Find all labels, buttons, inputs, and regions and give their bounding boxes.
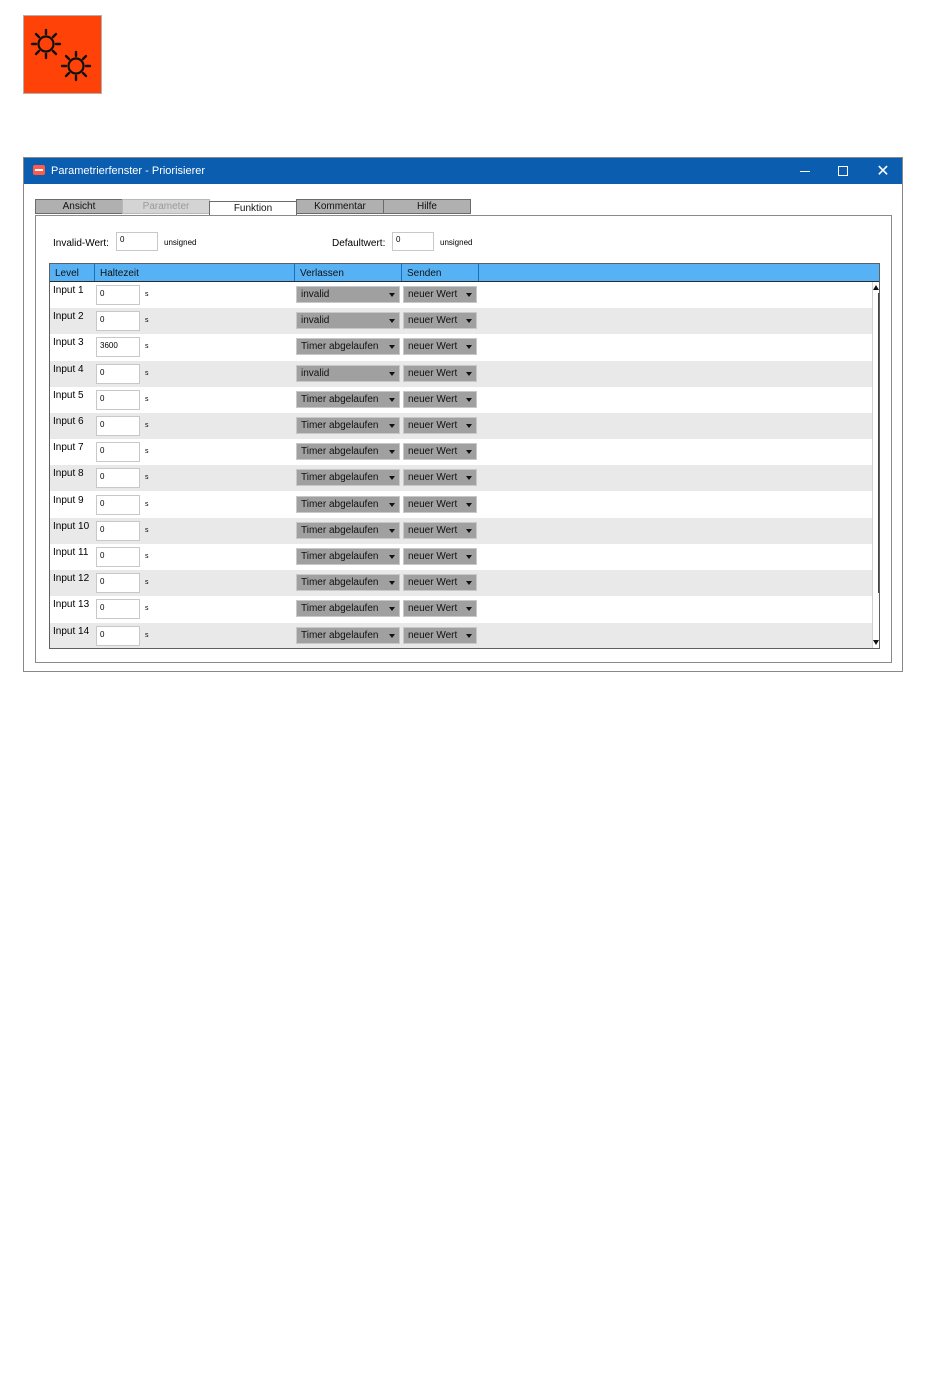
function-panel — [35, 215, 892, 663]
table-row — [50, 623, 872, 649]
senden-select[interactable] — [403, 496, 477, 513]
parameter-window — [23, 157, 903, 672]
hold-time-unit: s — [145, 579, 149, 587]
senden-value: neuer Wert — [408, 446, 458, 458]
table-row — [50, 518, 872, 544]
row-level-label: Input 3 — [53, 337, 84, 349]
dropdown-arrow-icon — [389, 476, 395, 480]
scroll-thumb[interactable] — [873, 293, 879, 593]
dropdown-arrow-icon — [466, 345, 472, 349]
hold-time-unit: s — [145, 291, 149, 298]
dropdown-arrow-icon — [466, 607, 472, 611]
dropdown-arrow-icon — [389, 345, 395, 349]
tab-kommentar[interactable]: Kommentar — [296, 199, 384, 214]
invalid-value-unit: unsigned — [164, 238, 197, 247]
senden-value: neuer Wert — [408, 498, 458, 510]
dropdown-arrow-icon — [466, 450, 472, 454]
hold-time-unit: s — [145, 474, 149, 482]
row-level-label: Input 11 — [53, 547, 89, 558]
dropdown-arrow-icon — [466, 581, 472, 585]
verlassen-value: Timer abgelaufen — [301, 446, 379, 458]
verlassen-value: Timer abgelaufen — [301, 498, 379, 510]
verlassen-value: Timer abgelaufen — [301, 472, 379, 484]
dropdown-arrow-icon — [466, 555, 472, 559]
row-level-label: Input 1 — [53, 285, 84, 296]
minimize-icon — [800, 171, 810, 172]
senden-select[interactable] — [403, 548, 477, 565]
senden-select[interactable] — [403, 469, 477, 486]
senden-value: neuer Wert — [408, 393, 458, 405]
row-level-label: Input 8 — [53, 468, 84, 480]
verlassen-select[interactable] — [296, 627, 400, 644]
verlassen-select[interactable] — [296, 548, 400, 565]
hold-time-unit: s — [145, 422, 149, 429]
dropdown-arrow-icon — [389, 581, 395, 585]
table-row — [50, 361, 872, 387]
maximize-button[interactable] — [824, 158, 862, 184]
priority-table — [49, 263, 880, 649]
hold-time-input[interactable]: 0 — [96, 442, 140, 462]
dropdown-arrow-icon — [466, 398, 472, 402]
row-level-label: Input 12 — [53, 573, 90, 585]
dropdown-arrow-icon — [466, 503, 472, 507]
row-level-label: Input 6 — [53, 416, 84, 427]
column-header-verlassen[interactable]: Verlassen — [295, 264, 402, 281]
dropdown-arrow-icon — [389, 398, 395, 402]
tab-parameter: Parameter — [122, 199, 210, 214]
verlassen-select[interactable] — [296, 338, 400, 355]
verlassen-value: Timer abgelaufen — [301, 341, 379, 353]
senden-select[interactable] — [403, 365, 477, 382]
verlassen-value: Timer abgelaufen — [301, 524, 379, 536]
verlassen-select[interactable] — [296, 391, 400, 408]
senden-select[interactable] — [403, 417, 477, 434]
row-level-label: Input 9 — [53, 494, 84, 506]
dropdown-arrow-icon — [389, 503, 395, 507]
hold-time-input[interactable]: 0 — [96, 626, 140, 646]
senden-select[interactable] — [403, 574, 477, 591]
senden-select[interactable] — [403, 600, 477, 617]
verlassen-value: Timer abgelaufen — [301, 420, 379, 431]
senden-value: neuer Wert — [408, 551, 458, 562]
senden-select[interactable] — [403, 312, 477, 329]
invalid-value-label: Invalid-Wert: — [53, 238, 109, 249]
tab-funktion[interactable]: Funktion — [209, 201, 297, 217]
hold-time-unit: s — [145, 526, 149, 534]
row-level-label: Input 5 — [53, 389, 84, 401]
row-level-label: Input 14 — [53, 625, 90, 637]
minimize-button[interactable] — [786, 158, 824, 184]
dropdown-arrow-icon — [466, 293, 472, 297]
maximize-icon — [838, 166, 848, 176]
hold-time-input[interactable]: 0 — [96, 547, 140, 567]
dropdown-arrow-icon — [466, 634, 472, 638]
table-row — [50, 492, 872, 518]
senden-select[interactable] — [403, 391, 477, 408]
close-button[interactable] — [864, 158, 902, 184]
hold-time-unit: s — [145, 631, 149, 639]
hold-time-unit: s — [145, 500, 149, 508]
tab-hilfe[interactable]: Hilfe — [383, 199, 471, 214]
row-level-label: Input 7 — [53, 442, 84, 454]
senden-select[interactable] — [403, 338, 477, 355]
table-row — [50, 439, 872, 465]
table-row — [50, 544, 872, 570]
scroll-up-icon[interactable] — [873, 285, 879, 290]
table-row — [50, 465, 872, 491]
senden-value: neuer Wert — [408, 603, 458, 615]
close-icon: ✕ — [876, 161, 890, 180]
senden-value: neuer Wert — [408, 524, 458, 536]
table-header — [50, 264, 879, 282]
table-row — [50, 282, 872, 308]
gears-logo-icon — [23, 15, 102, 94]
hold-time-unit: s — [145, 448, 149, 456]
verlassen-value: Timer abgelaufen — [301, 603, 379, 615]
verlassen-value: invalid — [301, 289, 330, 300]
verlassen-value: invalid — [301, 315, 330, 327]
verlassen-value: Timer abgelaufen — [301, 577, 379, 589]
senden-value: neuer Wert — [408, 420, 458, 431]
default-value-label: Defaultwert: — [332, 238, 386, 249]
hold-time-unit: s — [145, 343, 149, 351]
verlassen-select[interactable] — [296, 312, 400, 329]
verlassen-select[interactable] — [296, 365, 400, 382]
dropdown-arrow-icon — [466, 529, 472, 533]
table-row — [50, 413, 872, 439]
hold-time-input[interactable]: 0 — [96, 468, 140, 488]
hold-time-input[interactable]: 0 — [96, 495, 140, 515]
table-scrollbar[interactable] — [872, 282, 879, 648]
hold-time-input[interactable]: 0 — [96, 599, 140, 619]
senden-value: neuer Wert — [408, 629, 458, 641]
title-bar[interactable] — [24, 158, 902, 184]
hold-time-input[interactable]: 0 — [96, 390, 140, 410]
app-icon — [33, 165, 45, 175]
senden-value: neuer Wert — [408, 472, 458, 484]
column-header-haltezeit[interactable]: Haltezeit — [95, 264, 295, 281]
senden-value: neuer Wert — [408, 341, 458, 353]
hold-time-input[interactable]: 0 — [96, 521, 140, 541]
dropdown-arrow-icon — [466, 319, 472, 323]
dropdown-arrow-icon — [466, 424, 472, 428]
hold-time-input[interactable]: 3600 — [96, 337, 140, 357]
table-row — [50, 596, 872, 622]
row-level-label: Input 2 — [53, 311, 84, 323]
gears-icon — [24, 16, 103, 95]
verlassen-select[interactable] — [296, 469, 400, 486]
dropdown-arrow-icon — [389, 634, 395, 638]
verlassen-value: Timer abgelaufen — [301, 551, 379, 562]
dropdown-arrow-icon — [389, 372, 395, 376]
row-level-label: Input 10 — [53, 520, 90, 532]
verlassen-select[interactable] — [296, 600, 400, 617]
table-row — [50, 570, 872, 596]
verlassen-value: Timer abgelaufen — [301, 629, 379, 641]
column-header-level[interactable]: Level — [50, 264, 95, 281]
table-row — [50, 387, 872, 413]
default-value-input[interactable]: 0 — [392, 232, 434, 251]
hold-time-unit: s — [145, 553, 149, 560]
hold-time-input[interactable]: 0 — [96, 573, 140, 593]
invalid-value-input[interactable]: 0 — [116, 232, 158, 251]
senden-select[interactable] — [403, 522, 477, 539]
dropdown-arrow-icon — [389, 293, 395, 297]
dropdown-arrow-icon — [466, 372, 472, 376]
dropdown-arrow-icon — [389, 555, 395, 559]
hold-time-input[interactable]: 0 — [96, 285, 140, 305]
senden-select[interactable] — [403, 627, 477, 644]
verlassen-select[interactable] — [296, 496, 400, 513]
default-value-unit: unsigned — [440, 238, 473, 247]
senden-value: neuer Wert — [408, 315, 458, 327]
senden-select[interactable] — [403, 443, 477, 460]
hold-time-input[interactable]: 0 — [96, 364, 140, 384]
table-row — [50, 334, 872, 360]
senden-value: neuer Wert — [408, 367, 458, 379]
hold-time-unit: s — [145, 395, 149, 403]
dropdown-arrow-icon — [389, 607, 395, 611]
senden-value: neuer Wert — [408, 577, 458, 589]
verlassen-select[interactable] — [296, 574, 400, 591]
hold-time-unit: s — [145, 369, 149, 377]
dropdown-arrow-icon — [389, 319, 395, 323]
table-row — [50, 308, 872, 334]
dropdown-arrow-icon — [389, 529, 395, 533]
dropdown-arrow-icon — [389, 450, 395, 454]
verlassen-select[interactable] — [296, 417, 400, 434]
verlassen-value: Timer abgelaufen — [301, 393, 379, 405]
dropdown-arrow-icon — [389, 424, 395, 428]
scroll-down-icon[interactable] — [873, 640, 879, 645]
row-level-label: Input 4 — [53, 363, 84, 375]
verlassen-select[interactable] — [296, 443, 400, 460]
verlassen-select[interactable] — [296, 522, 400, 539]
senden-select[interactable] — [403, 286, 477, 303]
column-header-senden[interactable]: Senden — [402, 264, 479, 281]
senden-value: neuer Wert — [408, 289, 458, 300]
hold-time-input[interactable]: 0 — [96, 416, 140, 436]
hold-time-unit: s — [145, 317, 149, 325]
window-title: Parametrierfenster - Priorisierer — [51, 165, 206, 177]
hold-time-unit: s — [145, 605, 149, 613]
tab-ansicht[interactable]: Ansicht — [35, 199, 123, 214]
hold-time-input[interactable]: 0 — [96, 311, 140, 331]
verlassen-value: invalid — [301, 367, 330, 379]
verlassen-select[interactable] — [296, 286, 400, 303]
row-level-label: Input 13 — [53, 599, 90, 611]
dropdown-arrow-icon — [466, 476, 472, 480]
